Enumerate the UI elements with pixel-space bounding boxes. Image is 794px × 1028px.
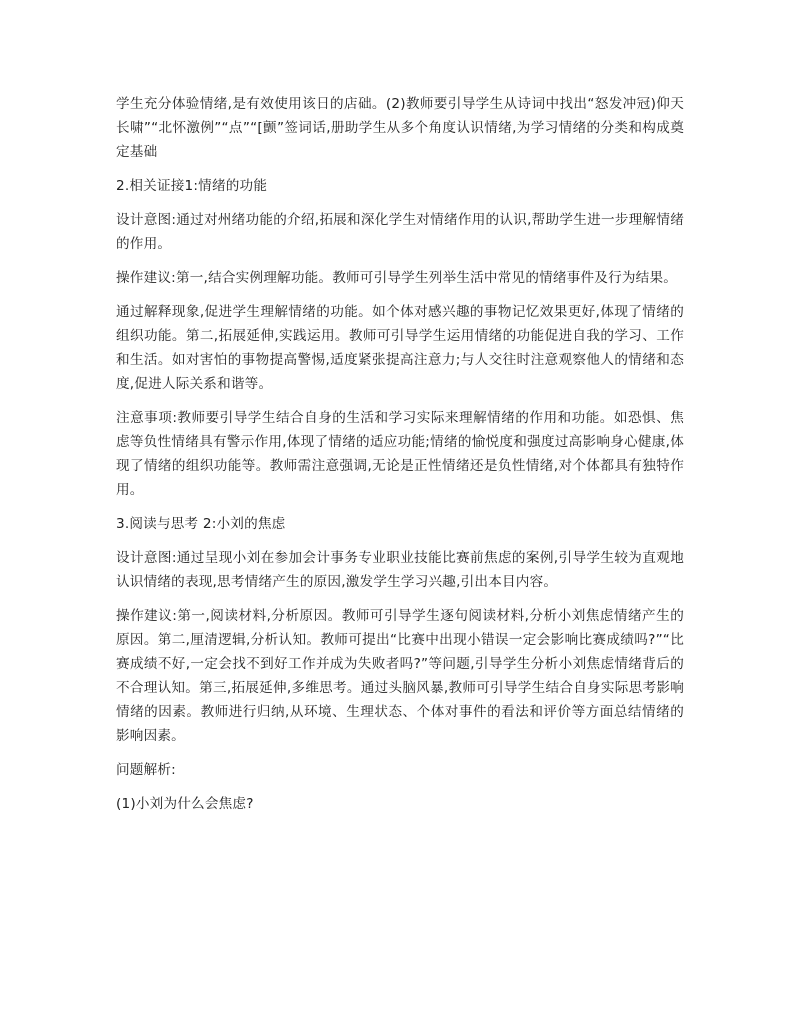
document-body [116, 92, 684, 826]
section-heading-reading-thinking: 3.阅读与思考 2:小刘的焦虑 [116, 516, 286, 532]
question-1: (1)小刘为什么会焦虑? [116, 796, 254, 812]
paragraph-operation-advice-2: 操作建议:第一,阅读材料,分析原因。教师可引导学生逐句阅读材料,分析小刘焦虑情绪产生的原因。第二,厘清逻辑,分析认知。教师可提出“比赛中出现小错误一定会影响比赛成绩吗?”“比赛成绩不好,一定会找不到好工作并成为失败者吗?”等问题,引导学生分析小刘焦虑情绪背后的不合理认知。第三,拓展延伸,多维思考。通过头脑风暴,教师可引导学生结合自身实际思考影响情绪的因素。教师进行归纳,从环境、生理状态、个体对事件的看法和评价等方面总结情绪的影响因素。 [116, 608, 684, 744]
paragraph-design-intent-2: 设计意图:通过呈现小刘在参加会计事务专业职业技能比赛前焦虑的案例,引导学生较为直观地认识情绪的表现,思考情绪产生的原因,激发学生学习兴趣,引出本目内容。 [116, 550, 684, 590]
heading-question-analysis: 问题解析: [116, 762, 176, 778]
paragraph-intro-continuation: 学生充分体验情绪,是有效使用该日的店础。(2)教师要引导学生从诗词中找出“怒发冲冠)仰天长啸”“北怀激例”“点”“[颤”签词话,册助学生从多个角度认识情绪,为学习情绪的分类和构成奠定基础 [116, 96, 684, 160]
section-heading-emotion-function: 2.相关证接1:情绪的功能 [116, 178, 268, 194]
paragraph-design-intent-1: 设计意图:通过对州绪功能的介绍,拓展和深化学生对情绪作用的认识,帮助学生进一步理解情绪的作用。 [116, 212, 684, 252]
paragraph-notes: 注意事项:教师要引导学生结合自身的生活和学习实际来理解情绪的作用和功能。如恐惧、焦虑等负性情绪具有警示作用,体现了情绪的适应功能;情绪的愉悦度和强度过高影响身心健康,体现了情绪的组织功能等。教师需注意强调,无论是正性情绪还是负性情绪,对个体都具有独特作用。 [116, 410, 684, 498]
paragraph-explanation: 通过解释现象,促进学生理解情绪的功能。如个体对感兴趣的事物记忆效果更好,体现了情绪的组织功能。第二,拓展延伸,实践运用。教师可引导学生运用情绪的功能促进自我的学习、工作和生活。如对害怕的事物提高警惕,适度紧张提高注意力;与人交往时注意观察他人的情绪和态度,促进人际关系和谐等。 [116, 304, 684, 392]
paragraph-operation-advice-1: 操作建议:第一,结合实例理解功能。教师可引导学生列举生活中常见的情绪事件及行为结果。 [116, 270, 678, 286]
